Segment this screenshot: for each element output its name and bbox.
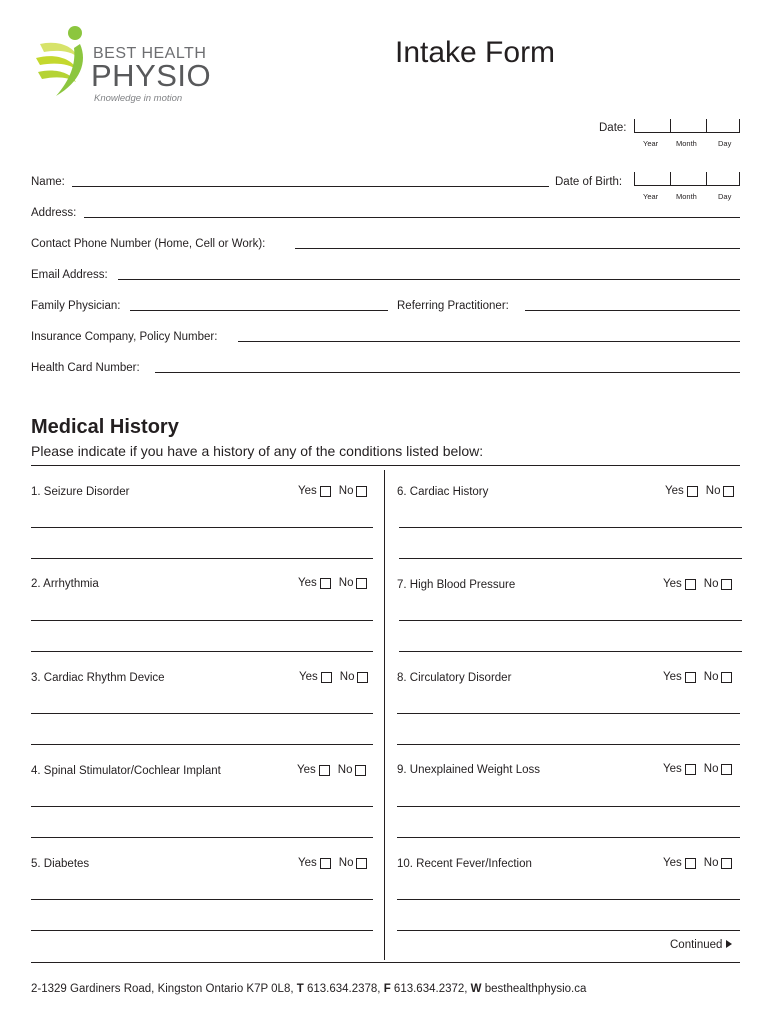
phone-field[interactable] [295, 248, 740, 249]
arrow-right-icon [726, 940, 732, 948]
date-label: Date: [599, 122, 627, 134]
condition-1-options [298, 485, 367, 497]
footer-address: 2-1329 Gardiners Road, Kingston Ontario K7P 0L8, [31, 983, 297, 995]
condition-8-label: 8. Circulatory Disorder [397, 672, 512, 684]
yes-label: Yes [663, 763, 682, 775]
condition-9-options [663, 763, 732, 775]
condition-3-yes-checkbox[interactable] [321, 672, 332, 683]
yes-label: Yes [298, 857, 317, 869]
condition-8-yes-checkbox[interactable] [685, 672, 696, 683]
no-label: No [337, 764, 353, 776]
health-card-field[interactable] [155, 372, 740, 373]
condition-3-no-checkbox[interactable] [357, 672, 368, 683]
condition-9-notes-line-1[interactable] [397, 806, 740, 807]
condition-2-notes-line-2[interactable] [31, 651, 373, 652]
dob-day-field[interactable] [706, 172, 740, 186]
no-label: No [703, 763, 719, 775]
dob-year-field[interactable] [634, 172, 670, 186]
condition-2-notes-line-1[interactable] [31, 620, 373, 621]
condition-10-yes-checkbox[interactable] [685, 858, 696, 869]
medical-history-title: Medical History [31, 416, 179, 438]
yes-label: Yes [298, 485, 317, 497]
column-divider [384, 470, 385, 960]
condition-9-no-checkbox[interactable] [721, 764, 732, 775]
condition-8-notes-line-1[interactable] [397, 713, 740, 714]
continued-label: Continued [670, 939, 723, 951]
condition-3-label: 3. Cardiac Rhythm Device [31, 672, 165, 684]
family-physician-field[interactable] [130, 310, 388, 311]
condition-4-no-checkbox[interactable] [355, 765, 366, 776]
referring-label: Referring Practitioner: [397, 300, 509, 312]
phone-label: Contact Phone Number (Home, Cell or Work): [31, 238, 266, 250]
name-field[interactable] [72, 186, 549, 187]
footer-website: besthealthphysio.ca [481, 983, 587, 995]
condition-2-no-checkbox[interactable] [356, 578, 367, 589]
condition-6-yes-checkbox[interactable] [687, 486, 698, 497]
dob-month-field[interactable] [670, 172, 706, 186]
condition-6-no-checkbox[interactable] [723, 486, 734, 497]
no-label: No [339, 671, 355, 683]
condition-2-options [298, 577, 367, 589]
dob-label: Date of Birth: [555, 176, 623, 188]
no-label: No [705, 485, 721, 497]
insurance-field[interactable] [238, 341, 740, 342]
page-title: Intake Form [395, 36, 556, 69]
footer-phone-label: T [296, 983, 304, 995]
condition-9-label: 9. Unexplained Weight Loss [397, 764, 540, 776]
yes-label: Yes [665, 485, 684, 497]
yes-label: Yes [663, 578, 682, 590]
continued-indicator [670, 939, 732, 951]
brand-tagline: Knowledge in motion [94, 93, 183, 104]
no-label: No [703, 578, 719, 590]
condition-2-yes-checkbox[interactable] [320, 578, 331, 589]
condition-10-options [663, 857, 732, 869]
dob-year-caption: Year [643, 192, 659, 201]
condition-9-notes-line-2[interactable] [397, 837, 740, 838]
health-card-label: Health Card Number: [31, 362, 140, 374]
condition-4-notes-line-1[interactable] [31, 806, 373, 807]
date-month-field[interactable] [670, 119, 706, 133]
date-day-field[interactable] [706, 119, 740, 133]
condition-10-notes-line-2[interactable] [397, 930, 740, 931]
dob-day-caption: Day [718, 192, 732, 201]
dob-month-caption: Month [676, 192, 697, 201]
referring-field[interactable] [525, 310, 740, 311]
condition-6-label: 6. Cardiac History [397, 486, 489, 498]
condition-3-options [299, 671, 368, 683]
condition-6-options [665, 485, 734, 497]
condition-8-notes-line-2[interactable] [397, 744, 740, 745]
no-label: No [338, 485, 354, 497]
condition-5-no-checkbox[interactable] [356, 858, 367, 869]
footer-contact [31, 983, 586, 995]
footer-phone: 613.634.2378, [303, 983, 384, 995]
yes-label: Yes [663, 857, 682, 869]
footer-fax: 613.634.2372, [390, 983, 471, 995]
condition-1-notes-line-1[interactable] [31, 527, 373, 528]
condition-6-notes-line-1[interactable] [399, 527, 742, 528]
no-label: No [703, 671, 719, 683]
date-day-caption: Day [718, 139, 732, 148]
yes-label: Yes [297, 764, 316, 776]
condition-7-yes-checkbox[interactable] [685, 579, 696, 590]
footer-web-label: W [470, 983, 482, 995]
condition-6-notes-line-2[interactable] [399, 558, 742, 559]
brand-name-line1: BEST HEALTH [93, 45, 207, 62]
condition-10-label: 10. Recent Fever/Infection [397, 858, 532, 870]
condition-8-no-checkbox[interactable] [721, 672, 732, 683]
condition-5-label: 5. Diabetes [31, 858, 90, 870]
date-year-field[interactable] [634, 119, 670, 133]
condition-10-no-checkbox[interactable] [721, 858, 732, 869]
condition-7-notes-line-2[interactable] [399, 651, 742, 652]
yes-label: Yes [299, 671, 318, 683]
section-divider-bottom [31, 962, 740, 963]
condition-1-label: 1. Seizure Disorder [31, 486, 130, 498]
condition-9-yes-checkbox[interactable] [685, 764, 696, 775]
medical-history-subtitle: Please indicate if you have a history of any of the conditions listed below: [31, 443, 484, 459]
condition-10-notes-line-1[interactable] [397, 899, 740, 900]
insurance-label: Insurance Company, Policy Number: [31, 331, 218, 343]
condition-1-yes-checkbox[interactable] [320, 486, 331, 497]
name-label: Name: [31, 176, 65, 188]
condition-4-label: 4. Spinal Stimulator/Cochlear Implant [31, 765, 221, 777]
condition-8-options [663, 671, 732, 683]
address-label: Address: [31, 207, 77, 219]
condition-3-notes-line-2[interactable] [31, 744, 373, 745]
yes-label: Yes [663, 671, 682, 683]
family-physician-label: Family Physician: [31, 300, 121, 312]
condition-5-options [298, 857, 367, 869]
condition-5-yes-checkbox[interactable] [320, 858, 331, 869]
brand-name-line2: PHYSIO [91, 58, 212, 93]
section-divider-top [31, 465, 740, 466]
footer-fax-label: F [383, 983, 391, 995]
date-year-caption: Year [643, 139, 659, 148]
no-label: No [338, 857, 354, 869]
condition-5-notes-line-2[interactable] [31, 930, 373, 931]
condition-4-notes-line-2[interactable] [31, 837, 373, 838]
no-label: No [703, 857, 719, 869]
email-field[interactable] [118, 279, 740, 280]
address-field[interactable] [84, 217, 740, 218]
condition-1-notes-line-2[interactable] [31, 558, 373, 559]
condition-1-no-checkbox[interactable] [356, 486, 367, 497]
date-month-caption: Month [676, 139, 697, 148]
condition-2-label: 2. Arrhythmia [31, 578, 99, 590]
no-label: No [338, 577, 354, 589]
condition-5-notes-line-1[interactable] [31, 899, 373, 900]
condition-7-label: 7. High Blood Pressure [397, 579, 516, 591]
yes-label: Yes [298, 577, 317, 589]
condition-4-yes-checkbox[interactable] [319, 765, 330, 776]
condition-3-notes-line-1[interactable] [31, 713, 373, 714]
email-label: Email Address: [31, 269, 108, 281]
condition-4-options [297, 764, 366, 776]
condition-7-options [663, 578, 732, 590]
condition-7-no-checkbox[interactable] [721, 579, 732, 590]
condition-7-notes-line-1[interactable] [399, 620, 742, 621]
